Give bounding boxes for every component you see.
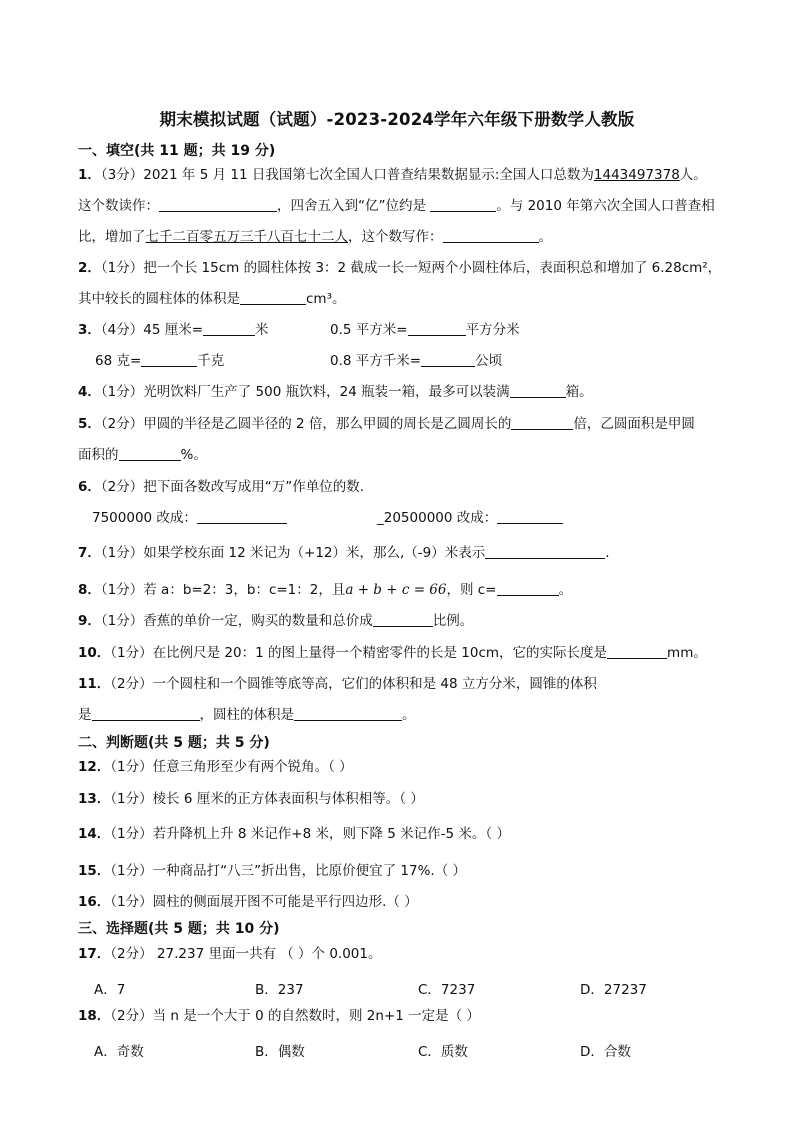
question-text: 米 xyxy=(255,322,269,338)
question-text: 面积的 xyxy=(78,447,119,463)
question-4 xyxy=(78,382,593,402)
question-number: 9． xyxy=(78,613,101,629)
question-text: 0.5 平方米= xyxy=(330,322,408,338)
answer-blank[interactable] xyxy=(92,706,200,721)
option-c[interactable]: C．7237 xyxy=(418,982,476,998)
question-text: 45 厘米= xyxy=(143,322,204,338)
question-2-line-1 xyxy=(78,258,721,278)
question-text: 公顷 xyxy=(475,353,503,369)
question-text: 在比例尺是 20：1 的图上量得一个精密零件的长是 10cm，它的实际长度是 xyxy=(152,645,608,661)
question-score: （1分） xyxy=(100,582,144,598)
question-number: 14． xyxy=(78,826,111,842)
question-score: （2分） xyxy=(100,479,144,495)
answer-blank[interactable] xyxy=(159,197,277,212)
question-text: 这个数读作： xyxy=(78,198,159,214)
question-9 xyxy=(78,611,473,631)
question-17 xyxy=(78,944,381,964)
population-number: 1443497378 xyxy=(593,167,680,183)
question-text: 圆柱的侧面展开图不可能是平行四边形.（ ） xyxy=(152,894,418,910)
option-b[interactable]: B．偶数 xyxy=(255,1044,305,1060)
question-text: 。 xyxy=(402,707,416,723)
answer-blank[interactable] xyxy=(240,290,306,305)
question-text: cm³。 xyxy=(306,291,346,307)
option-a[interactable]: A．奇数 xyxy=(94,1044,144,1060)
question-text: . xyxy=(605,545,610,561)
question-text: 27.237 里面一共有 （ ）个 0.001。 xyxy=(152,946,382,962)
question-score: （3分） xyxy=(100,167,144,183)
question-15 xyxy=(78,861,466,881)
question-text: 香蕉的单价一定，购买的数量和总价成 xyxy=(143,613,373,629)
question-number: 13． xyxy=(78,791,111,807)
question-text: 当 n 是一个大于 0 的自然数时，则 2n+1 一定是（ ） xyxy=(152,1008,480,1024)
question-score: （1分） xyxy=(100,545,144,561)
question-1-line-1 xyxy=(78,165,707,185)
question-3-line-2b xyxy=(330,351,502,371)
exam-title: 期末模拟试题（试题）-2023-2024学年六年级下册数学人教版 xyxy=(159,110,635,129)
question-16 xyxy=(78,892,418,912)
answer-blank[interactable] xyxy=(197,509,287,524)
answer-blank[interactable] xyxy=(607,644,667,659)
question-text: 千克 xyxy=(197,353,225,369)
question-number: 16． xyxy=(78,894,111,910)
question-text: 如果学校东面 12 米记为（+12）米，那么,（-9）米表示 xyxy=(143,545,486,561)
question-text: ，则 c= xyxy=(446,582,497,598)
answer-blank[interactable] xyxy=(443,228,539,243)
question-text: 若升降机上升 8 米记作+8 米，则下降 5 米记作-5 米。（ ） xyxy=(152,826,510,842)
question-text: 人。 xyxy=(679,167,707,183)
question-7 xyxy=(78,543,610,563)
question-number: 11． xyxy=(78,676,111,692)
answer-blank[interactable] xyxy=(421,352,475,367)
question-text: 任意三角形至少有两个锐角。（ ） xyxy=(152,759,353,775)
question-score: （1分） xyxy=(100,384,144,400)
equation: a + b + c = 66 xyxy=(345,582,447,598)
question-score: （1分） xyxy=(110,759,153,775)
question-score: （1分） xyxy=(100,260,144,276)
question-1-line-2 xyxy=(78,196,715,216)
answer-blank[interactable] xyxy=(294,706,402,721)
answer-blank[interactable] xyxy=(141,352,197,367)
question-number: 6． xyxy=(78,479,101,495)
question-text: 光明饮料厂生产了 500 瓶饮料，24 瓶装一箱，最多可以装满 xyxy=(143,384,510,400)
answer-blank[interactable] xyxy=(408,321,466,336)
question-3-line-1 xyxy=(78,320,269,340)
answer-blank[interactable] xyxy=(511,415,573,430)
question-text: ，圆柱的体积是 xyxy=(199,707,294,723)
question-text: 比例。 xyxy=(432,613,474,629)
option-d[interactable]: D．合数 xyxy=(580,1044,631,1060)
question-score: （2分） xyxy=(110,946,153,962)
question-text: 2021 年 5 月 11 日我国第七次全国人口普查结果数据显示:全国人口总数为 xyxy=(143,167,594,183)
question-5-line-1 xyxy=(78,414,695,434)
question-text: 其中较长的圆柱体的体积是 xyxy=(78,291,240,307)
answer-blank[interactable] xyxy=(373,612,433,627)
question-text: 棱长 6 厘米的正方体表面积与体积相等。（ ） xyxy=(152,791,424,807)
answer-blank[interactable] xyxy=(510,383,566,398)
question-number: 3． xyxy=(78,322,101,338)
question-score: （1分） xyxy=(110,894,153,910)
question-number: 15． xyxy=(78,863,111,879)
question-number: 17． xyxy=(78,946,111,962)
question-text: ，这个数写作： xyxy=(348,229,443,245)
question-score: （1分） xyxy=(110,791,153,807)
answer-blank[interactable] xyxy=(203,321,255,336)
question-text: 7500000 改成： xyxy=(92,510,197,526)
question-score: （2分） xyxy=(110,676,153,692)
question-number: 8． xyxy=(78,582,101,598)
question-text: 把下面各数改写成用“万”作单位的数． xyxy=(143,479,374,495)
question-11-line-2 xyxy=(78,705,416,725)
option-a[interactable]: A．7 xyxy=(94,982,126,998)
question-score: （1分） xyxy=(100,613,144,629)
question-number: 5． xyxy=(78,416,101,432)
question-number: 2． xyxy=(78,260,101,276)
question-18 xyxy=(78,1006,480,1026)
question-text: 0.8 平方千米= xyxy=(330,353,422,369)
answer-blank[interactable] xyxy=(485,544,605,559)
question-text: 若 a：b=2：3，b：c=1：2，且 xyxy=(143,582,346,598)
question-text: _20500000 改成： xyxy=(377,510,498,526)
question-number: 4． xyxy=(78,384,101,400)
question-score: （2分） xyxy=(100,416,144,432)
question-6-line-1 xyxy=(78,477,373,497)
question-text: 68 克= xyxy=(95,353,142,369)
question-text: 甲圆的半径是乙圆半径的 2 倍，那么甲圆的周长是乙圆周长的 xyxy=(143,416,512,432)
question-text: ，四舍五入到“亿”位约是 xyxy=(277,198,426,214)
section-multiple-choice: 三、选择题(共 5 题；共 10 分) xyxy=(78,921,280,937)
question-1-line-3 xyxy=(78,227,552,247)
question-13 xyxy=(78,789,424,809)
question-number: 1． xyxy=(78,167,101,183)
question-text: 是 xyxy=(78,707,92,723)
question-text: 。 xyxy=(558,582,573,598)
question-text: 把一个长 15cm 的圆柱体按 3：2 截成一长一短两个小圆柱体后，表面积总和增加了 6.28cm²， xyxy=(143,260,722,276)
question-score: （1分） xyxy=(110,645,153,661)
question-score: （4分） xyxy=(100,322,144,338)
question-text: 倍，乙圆面积是甲圆 xyxy=(573,416,695,432)
question-text: 。与 2010 年第六次全国人口普查相 xyxy=(496,198,715,214)
question-5-line-2 xyxy=(78,445,207,465)
question-10 xyxy=(78,643,707,663)
question-number: 12． xyxy=(78,759,111,775)
question-number: 7． xyxy=(78,545,101,561)
answer-blank[interactable] xyxy=(119,446,181,461)
question-number: 18． xyxy=(78,1008,111,1024)
question-3-line-2 xyxy=(95,351,224,371)
increase-words: 七千二百零五万三千八百七十二人 xyxy=(145,229,348,245)
question-text: %。 xyxy=(180,447,207,463)
question-score: （2分） xyxy=(110,1008,153,1024)
question-8 xyxy=(78,580,572,600)
question-score: （1分） xyxy=(110,826,153,842)
option-c[interactable]: C．质数 xyxy=(418,1044,468,1060)
option-b[interactable]: B．237 xyxy=(255,982,304,998)
question-text: 一个圆柱和一个圆锥等底等高，它们的体积和是 48 立方分米，圆锥的体积 xyxy=(152,676,597,692)
question-score: （1分） xyxy=(110,863,153,879)
section-fill-in: 一、填空(共 11 题；共 19 分) xyxy=(78,143,276,159)
option-d[interactable]: D．27237 xyxy=(580,982,647,998)
question-3-line-1b xyxy=(330,320,520,340)
question-text: 一种商品打“八三”折出售，比原价便宜了 17%.（ ） xyxy=(152,863,467,879)
question-text: 比，增加了 xyxy=(78,229,146,245)
question-6-line-2b xyxy=(377,508,563,528)
question-text: 箱。 xyxy=(565,384,593,400)
question-text: 平方分米 xyxy=(465,322,520,338)
section-true-false: 二、判断题(共 5 题；共 5 分) xyxy=(78,735,270,751)
answer-blank[interactable] xyxy=(430,197,496,212)
question-text: mm。 xyxy=(667,645,707,661)
question-12 xyxy=(78,757,353,777)
question-11-line-1 xyxy=(78,674,597,694)
question-number: 10． xyxy=(78,645,111,661)
question-6-line-2 xyxy=(92,508,287,528)
answer-blank[interactable] xyxy=(497,581,559,596)
answer-blank[interactable] xyxy=(497,509,563,524)
question-2-line-2 xyxy=(78,289,346,309)
question-14 xyxy=(78,824,510,844)
question-text: 。 xyxy=(538,229,552,245)
